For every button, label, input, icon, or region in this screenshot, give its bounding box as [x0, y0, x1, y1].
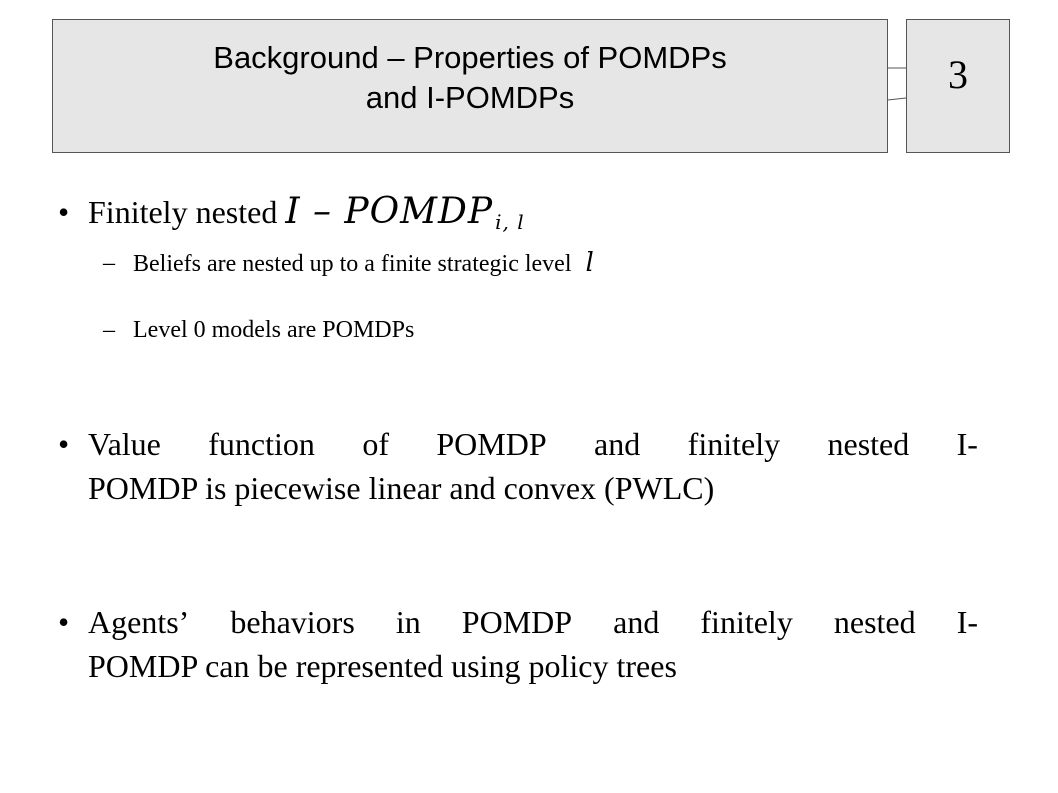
word: POMDP: [461, 604, 573, 640]
math-l: l: [585, 248, 594, 278]
word: POMDP: [436, 426, 547, 462]
word: I-: [956, 426, 978, 462]
sub-bullet-beliefs: [103, 248, 594, 279]
math-ipomdp-main: I – POMDP: [285, 191, 494, 232]
slide-title-line1: Background – Properties of POMDPs: [213, 40, 727, 75]
word: nested: [833, 604, 916, 640]
math-ipomdp: [285, 191, 524, 232]
slide-title-box: [52, 19, 888, 153]
sub-bullet-text: Beliefs are nested up to a finite strategic level: [133, 251, 572, 277]
word: nested: [827, 426, 910, 462]
bullet-glyph: •: [58, 194, 70, 230]
word: and: [613, 604, 660, 640]
math-ipomdp-sub: i, l: [495, 210, 525, 234]
word: finitely: [687, 426, 781, 462]
slide-number: 3: [948, 51, 968, 97]
bullet-glyph: •: [58, 604, 70, 640]
word: and: [594, 426, 641, 462]
slide-number-box: [906, 19, 1010, 153]
bullet-text: Finitely nested: [88, 194, 278, 230]
bullet-glyph: •: [58, 426, 70, 462]
dash-glyph: –: [103, 317, 115, 343]
word: in: [395, 604, 421, 640]
sub-bullet-text: Level 0 models are POMDPs: [133, 317, 415, 343]
bullet-agents-behaviors: [58, 600, 978, 688]
bullet-line2: POMDP is piecewise linear and convex (PWLC): [88, 470, 715, 506]
sub-bullet-level0: [103, 315, 414, 345]
bullet-line1: [88, 422, 978, 466]
slide-title-line2: and I-POMDPs: [365, 80, 575, 115]
bullet-value-function: [58, 422, 978, 510]
word: behaviors: [230, 604, 355, 640]
word: Value: [88, 426, 161, 462]
dash-glyph: –: [103, 250, 115, 276]
title-connector: [888, 60, 908, 105]
word: finitely: [700, 604, 793, 640]
word: of: [362, 426, 389, 462]
word: Agents’: [88, 604, 190, 640]
bullet-line2: POMDP can be represented using policy trees: [88, 648, 677, 684]
word: I-: [956, 604, 978, 640]
bullet-line1: [88, 600, 978, 644]
bullet-finitely-nested: [58, 190, 978, 244]
word: function: [208, 426, 315, 462]
